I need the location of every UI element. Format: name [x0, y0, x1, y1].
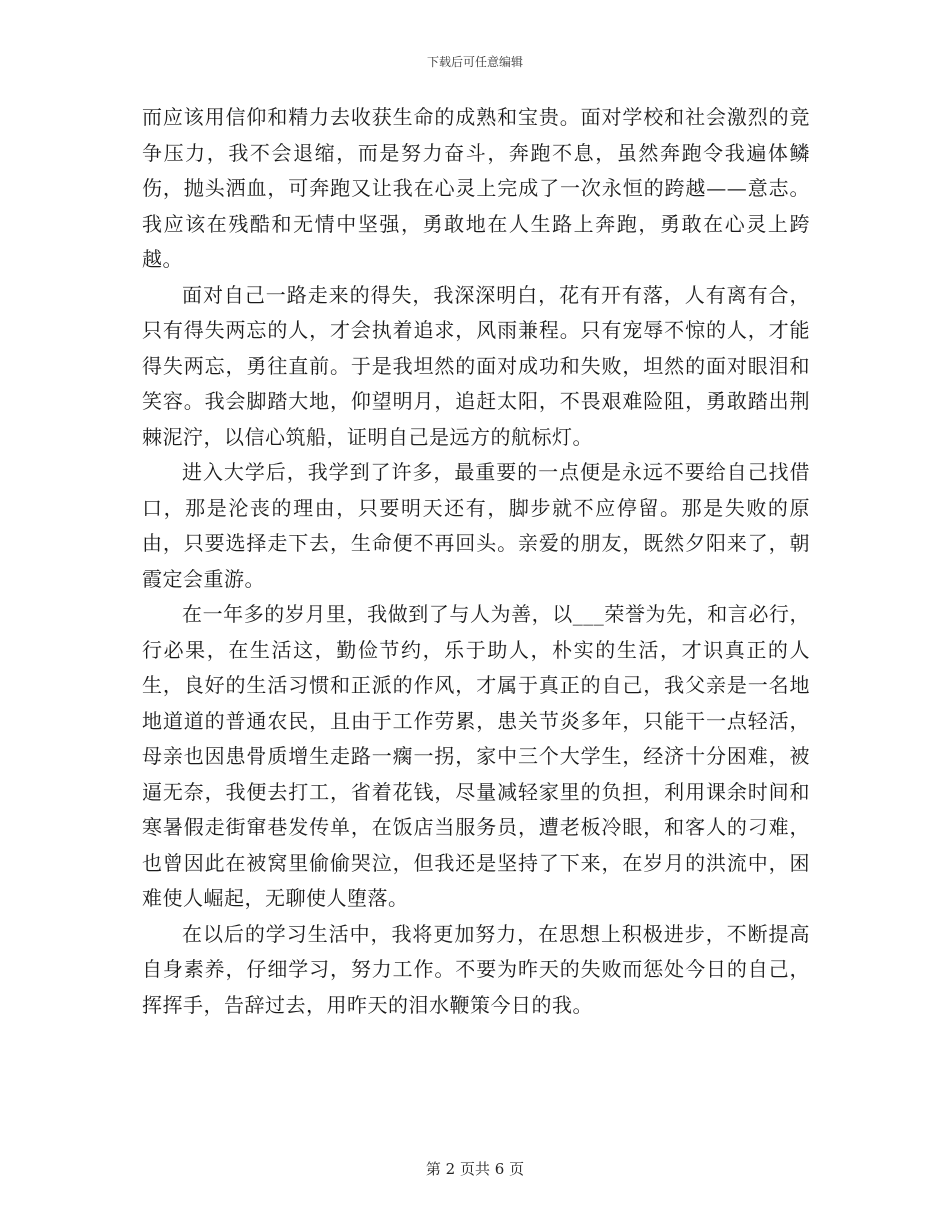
paragraph-3: 进入大学后，我学到了许多，最重要的一点便是永远不要给自己找借口，那是沦丧的理由，只要明天还有，脚步就不应停留。那是失败的原由，只要选择走下去，生命便不再回头。亲爱的朋友，既然夕阳来了，朝霞定会重游。: [142, 460, 810, 591]
page-header: 下载后可任意编辑: [426, 55, 523, 69]
paragraph-1: 而应该用信仰和精力去收获生命的成熟和宝贵。面对学校和社会激烈的竞争压力，我不会退缩，而是努力奋斗，奔跑不息，虽然奔跑令我遍体鳞伤，抛头洒血，可奔跑又让我在心灵上完成了一次永恒的跨越——意志。我应该在残酷和无情中坚强，勇敢地在人生路上奔跑，勇敢在心灵上跨越。: [142, 105, 810, 271]
paragraph-5: 在以后的学习生活中，我将更加努力，在思想上积极进步，不断提高自身素养，仔细学习，努力工作。不要为昨天的失败而惩处今日的自己，挥挥手，告辞过去，用昨天的泪水鞭策今日的我。: [142, 921, 810, 1017]
paragraph-4: 在一年多的岁月里，我做到了与人为善，以___荣誉为先，和言必行，行必果，在生活这，勤俭节约，乐于助人，朴实的生活，才识真正的人生，良好的生活习惯和正派的作风，才属于真正的自己，我父亲是一名地地道道的普通农民，且由于工作劳累，患关节炎多年，只能干一点轻活，母亲也因患骨质增生走路一瘸一拐，家中三个大学生，经济十分困难，被逼无奈，我便去打工，省着花钱，尽量减轻家里的负担，利用课余时间和寒暑假走街窜巷发传单，在饭店当服务员，遭老板冷眼，和客人的刁难，也曾因此在被窝里偷偷哭泣，但我还是坚持了下来，在岁月的洪流中，困难使人崛起，无聊使人堕落。: [142, 602, 810, 910]
document-body: [142, 100, 810, 1023]
page-footer: 第 2 页共 6 页: [425, 1160, 525, 1178]
paragraph-2: 面对自己一路走来的得失，我深深明白，花有开有落，人有离有合，只有得失两忘的人，才会执着追求，风雨兼程。只有宠辱不惊的人，才能得失两忘，勇往直前。于是我坦然的面对成功和失败，坦然的面对眼泪和笑容。我会脚踏大地，仰望明月，追赶太阳，不畏艰难险阻，勇敢踏出荆棘泥泞，以信心筑船，证明自己是远方的航标灯。: [142, 282, 810, 449]
